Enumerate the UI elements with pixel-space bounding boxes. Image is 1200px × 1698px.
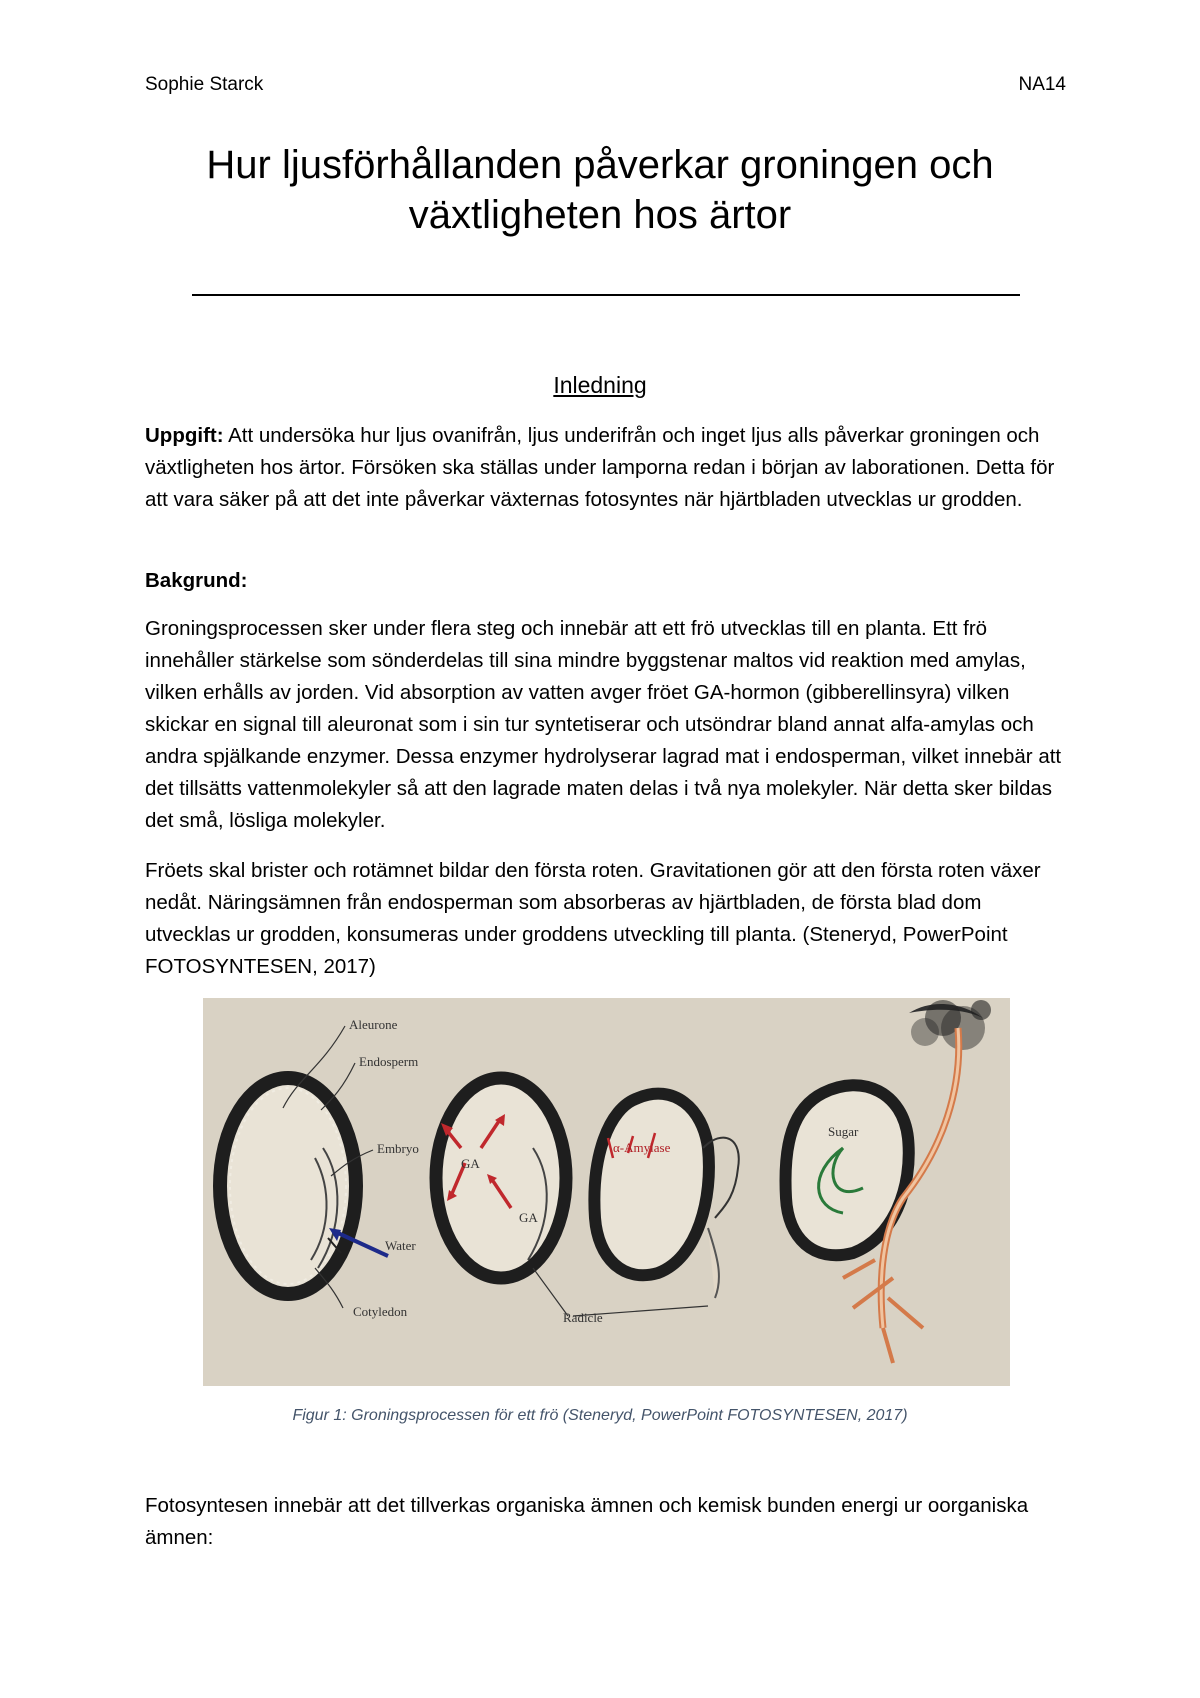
photosynthesis-paragraph: Fotosyntesen innebär att det tillverkas organiska ämnen och kemisk bunden energi ur oorganiska ämnen: (145, 1494, 1029, 1549)
background-paragraph-2: Fröets skal brister och rotämnet bildar den första roten. Gravitationen gör att den första roten växer nedåt. Näringsämnen från endosperman som absorberas av hjärtbladen, de första blad dom utvecklas ur grodden, konsumeras under groddens utveckling till planta. (Steneryd, PowerPoint FOTOSYNTESEN, 2017) (145, 859, 1041, 978)
seed-stage-2 (436, 1078, 566, 1278)
label-water: Water (385, 1238, 416, 1253)
task-label: Uppgift: (145, 424, 224, 447)
label-ga-2: GA (519, 1210, 538, 1225)
label-sugar: Sugar (828, 1124, 859, 1139)
task-text: Att undersöka hur ljus ovanifrån, ljus underifrån och inget ljus alls påverkar groningen och växtligheten hos ärtor. Försöken ska ställas under lamporna redan i början av laborationen. Detta för att vara säker på att det inte påverkar växternas fotosyntes när hjärtbladen utvecklas ur grodden. (145, 424, 1055, 511)
germination-figure (203, 998, 1010, 1386)
figure-caption: Figur 1: Groningsprocessen för ett frö (Steneryd, PowerPoint FOTOSYNTESEN, 2017) (292, 1407, 908, 1424)
background-paragraph-1: Groningsprocessen sker under flera steg och innebär att ett frö utvecklas till en planta. Ett frö innehåller stärkelse som sönderdelas till sina mindre byggstenar maltos vid reaktion med amylas, vilken erhålls av jorden. Vid absorption av vatten avger fröet GA-hormon (gibberellinsyra) vilken skickar en signal till aleuronat som i sin tur syntetiserar och utsöndrar bland annat alfa-amylas och andra spjälkande enzymer. Dessa enzymer hydrolyserar lagrad mat i endosperman, vilket innebär att det tillsätts vattenmolekyler så att den lagrade maten delas i två nya molekyler. När detta sker bildas det små, lösliga molekyler. (145, 617, 1062, 832)
label-amylase: α-Amylase (613, 1140, 671, 1155)
seed-stage-1 (220, 1017, 419, 1319)
label-endosperm: Endosperm (359, 1054, 419, 1069)
germination-illustration (203, 998, 1010, 1386)
section-heading: Inledning (553, 372, 647, 398)
title-divider (192, 294, 1020, 296)
header-author: Sophie Starck (145, 74, 264, 95)
label-cotyledon: Cotyledon (353, 1304, 408, 1319)
label-ga-1: GA (461, 1156, 480, 1171)
label-radicle: Radicle (563, 1310, 603, 1325)
background-label: Bakgrund: (145, 569, 248, 592)
seed-stage-4 (785, 1000, 991, 1363)
label-aleurone: Aleurone (349, 1017, 398, 1032)
header-class: NA14 (1018, 74, 1066, 95)
document-title: Hur ljusförhållanden påverkar groningen och växtligheten hos ärtor (206, 143, 994, 237)
label-embryo: Embryo (377, 1141, 419, 1156)
task-paragraph (145, 420, 1070, 516)
